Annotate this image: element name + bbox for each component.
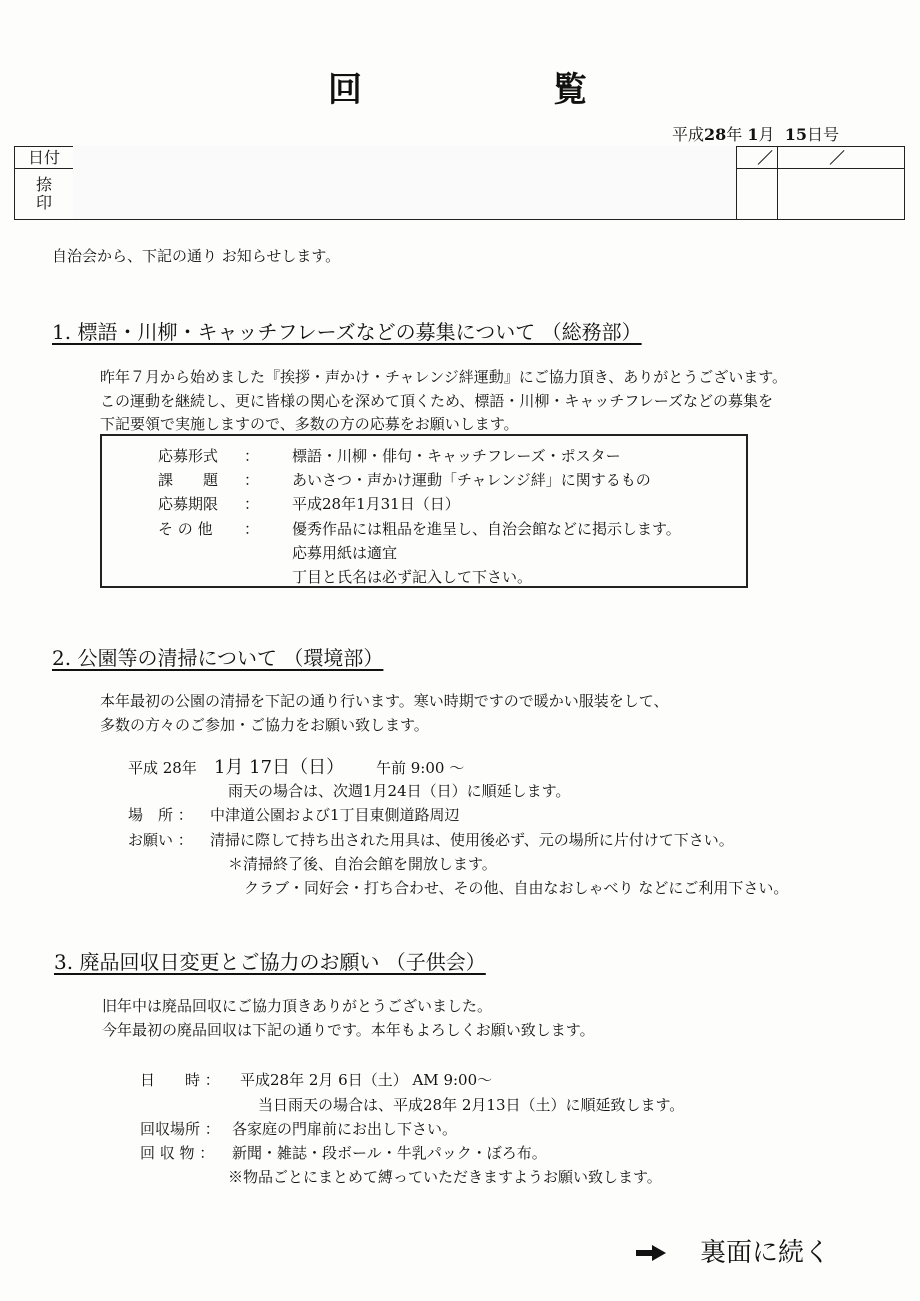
seal-label-line-1: 捺 — [35, 175, 52, 194]
box-row-sep: ： — [244, 447, 260, 465]
box-row-value: あいさつ・声かけ運動「チャレンジ絆」に関するもの — [292, 471, 651, 489]
box-row-value: 平成28年1月31日（日） — [292, 495, 460, 513]
box-row-label: 応募形式 — [158, 447, 219, 465]
section2-heading: 2. 公園等の清掃について （環境部） — [52, 646, 384, 670]
box-row-sep: ： — [244, 495, 260, 513]
section1-heading: 1. 標語・川柳・キャッチフレーズなどの募集について （総務部） — [52, 320, 642, 344]
cleanup-rain-note: 雨天の場合は、次週1月24日（日）に順延します。 — [228, 782, 571, 800]
cleanup-request-label: お願い ： — [128, 831, 193, 849]
box-row-label: そ の 他 — [158, 520, 213, 538]
intro-text: 自治会から、下記の通り お知らせします。 — [52, 247, 341, 265]
issue-date — [672, 122, 839, 145]
right-arrow-icon — [636, 1245, 666, 1261]
collection-when: 平成28年 2月 6日（土） AM 9:00～ — [240, 1071, 493, 1089]
roster-cell — [778, 147, 905, 169]
date-suffix: 日号 — [806, 125, 839, 144]
cleanup-note: クラブ・同好会・打ち合わせ、その他、自由なおしゃべり などにご利用下さい。 — [244, 879, 789, 897]
box-row-value: 標語・川柳・俳句・キャッチフレーズ・ポスター — [292, 447, 621, 465]
section2-line: 多数の方々のご参加・ご協力をお願い致します。 — [100, 716, 429, 734]
section1-line: この運動を継続し、更に皆様の関心を深めて頂くため、標語・川柳・キャッチフレーズなどの募集を — [100, 392, 774, 410]
cleanup-place-label: 場 所 ： — [128, 806, 193, 824]
collection-items-label: 回 収 物 ： — [140, 1144, 215, 1162]
cleanup-place: 中津道公園および1丁目東側道路周辺 — [210, 806, 460, 824]
cleanup-request: 清掃に際して持ち出された用具は、使用後必ず、元の場所に片付けて下さい。 — [210, 831, 734, 849]
title-char-1: 回 — [328, 70, 364, 110]
collection-note: ※物品ごとにまとめて縛っていただきますようお願い致します。 — [228, 1168, 662, 1186]
date-month: 1 — [747, 125, 759, 144]
section1-line: 下記要領で実施しますので、多数の方の応募をお願いします。 — [100, 415, 519, 433]
section3-line: 今年最初の廃品回収は下記の通りです。本年もよろしくお願い致します。 — [102, 1021, 595, 1039]
continue-on-back: 裏面に続く — [700, 1238, 831, 1268]
box-extra-line: 丁目と氏名は必ず記入して下さい。 — [292, 568, 533, 586]
section3-heading: 3. 廃品回収日変更とご協力のお願い （子供会） — [54, 950, 486, 974]
collection-items: 新聞・雑誌・段ボール・牛乳パック・ぼろ布。 — [232, 1144, 547, 1162]
date-issue: 15 — [784, 125, 807, 144]
redacted-area — [73, 146, 736, 219]
roster-date-label: 日付 — [15, 147, 74, 169]
date-month-unit: 月 — [758, 125, 775, 144]
cleanup-note: ＊清掃終了後、自治会館を開放します。 — [228, 855, 497, 873]
box-extra-line: 応募用紙は適宜 — [292, 544, 398, 562]
roster-cell — [737, 169, 778, 220]
box-row-sep: ： — [244, 471, 260, 489]
section3-line: 旧年中は廃品回収にご協力頂きありがとうございました。 — [102, 997, 493, 1015]
roster-seal-label — [15, 169, 74, 220]
collection-rain-note: 当日雨天の場合は、平成28年 2月13日（土）に順延致します。 — [258, 1096, 685, 1114]
cleanup-date-prefix: 平成 28年 — [128, 759, 197, 777]
box-row-value: 優秀作品には粗品を進呈し、自治会館などに掲示します。 — [292, 520, 681, 538]
date-year: 28 — [704, 125, 727, 144]
roster-cell — [778, 169, 905, 220]
date-year-unit: 年 — [726, 125, 743, 144]
cleanup-date: 1月 17日（日） — [214, 757, 345, 778]
collection-when-label: 日 時 ： — [140, 1071, 220, 1089]
collection-place-label: 回収場所 ： — [140, 1120, 220, 1138]
title-char-2: 覧 — [553, 70, 589, 110]
seal-label-line-2: 印 — [35, 193, 52, 212]
box-row-label: 応募期限 — [158, 495, 219, 513]
section1-line: 昨年７月から始めました『挨拶・声かけ・チャレンジ絆運動』にご協力頂き、ありがとうございます。 — [100, 368, 788, 386]
section2-line: 本年最初の公園の清掃を下記の通り行います。寒い時期ですので暖かい服装をして、 — [100, 692, 669, 710]
box-row-label: 課 題 — [158, 471, 219, 489]
box-row-sep: ： — [244, 520, 260, 538]
collection-place: 各家庭の門扉前にお出し下さい。 — [232, 1120, 458, 1138]
cleanup-time: 午前 9:00 ～ — [376, 759, 465, 777]
date-prefix: 平成 — [672, 125, 705, 144]
